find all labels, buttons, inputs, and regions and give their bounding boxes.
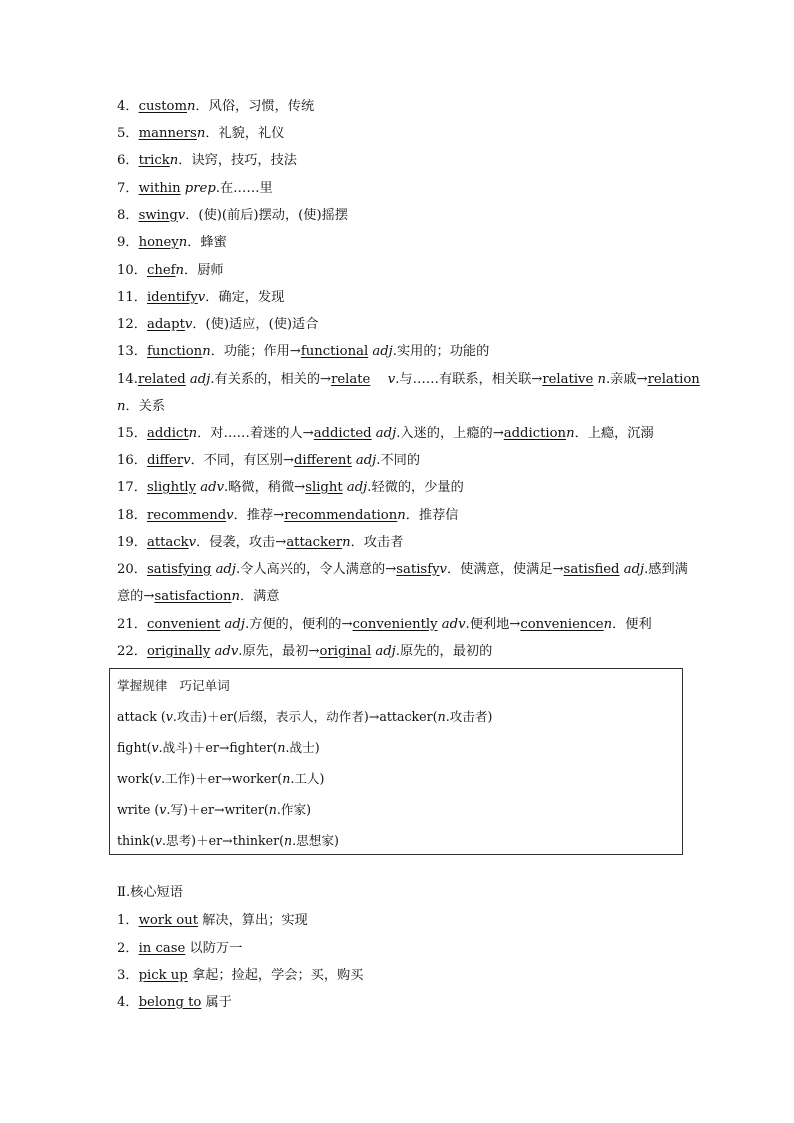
- vocab-item: [117, 507, 682, 525]
- vocab-item: [117, 479, 682, 497]
- part-of-speech: n: [178, 235, 188, 250]
- item-number: 12．: [117, 317, 147, 332]
- part-of-speech: adj: [220, 617, 245, 632]
- definition-text: .战士): [285, 740, 320, 755]
- answer-word: satisfying: [146, 562, 212, 577]
- definition-text: ．使满意，使满足→: [446, 562, 564, 577]
- definition-text: .入迷的，上瘾的→: [396, 426, 504, 441]
- definition-text: .思想家): [292, 833, 339, 848]
- part-of-speech: v: [154, 833, 162, 848]
- definition-text: .便利地→: [465, 617, 521, 632]
- answer-word: relation: [647, 372, 700, 387]
- item-number: 19．: [117, 535, 147, 550]
- definition-text: .亲戚→: [605, 372, 648, 387]
- item-number: 2．: [117, 941, 139, 956]
- part-of-speech: n: [196, 126, 206, 141]
- answer-word: recommend: [146, 508, 227, 523]
- answer-word: differ: [146, 453, 184, 468]
- definition-text: ．不同，有区别→: [190, 453, 294, 468]
- vocab-item: [117, 234, 682, 252]
- item-number: 18．: [117, 508, 147, 523]
- definition-text: ．对……着迷的人→: [197, 426, 314, 441]
- definition-text: fight(: [117, 740, 152, 755]
- answer-word: functional: [300, 344, 369, 359]
- part-of-speech: adj: [619, 562, 645, 577]
- item-number: 20．: [117, 562, 147, 577]
- answer-word: related: [137, 372, 186, 387]
- part-of-speech: v: [226, 508, 234, 523]
- item-number: 4．: [117, 995, 139, 1010]
- part-of-speech: adj: [371, 644, 396, 659]
- vocab-item: [117, 207, 682, 225]
- vocab-item: [117, 262, 682, 280]
- answer-word: addict: [146, 426, 189, 441]
- vocab-item: [117, 534, 682, 552]
- part-of-speech: v: [165, 709, 173, 724]
- item-number: 1．: [117, 913, 139, 928]
- part-of-speech: adj: [211, 562, 236, 577]
- rule-line: [117, 739, 320, 757]
- answer-word: honey: [138, 235, 179, 250]
- definition-text: work(: [117, 771, 154, 786]
- vocab-item: [117, 398, 682, 416]
- definition-text: 解决，算出；实现: [198, 913, 308, 928]
- part-of-speech: v: [184, 317, 193, 332]
- part-of-speech: n: [169, 153, 179, 168]
- answer-word: convenient: [146, 617, 221, 632]
- definition-text: ．满意: [239, 589, 280, 604]
- definition-text: .略微，稍微→: [224, 480, 306, 495]
- vocab-item: [117, 289, 682, 307]
- part-of-speech: adj: [351, 453, 377, 468]
- definition-text: .方便的，便利的→: [244, 617, 353, 632]
- part-of-speech: n: [268, 802, 277, 817]
- item-number: 21．: [117, 617, 147, 632]
- definition-text: ．攻击者: [350, 535, 404, 550]
- answer-word: conveniently: [352, 617, 438, 632]
- item-number: 14.: [117, 372, 138, 387]
- answer-word: relative: [542, 372, 594, 387]
- vocab-item: [117, 371, 700, 389]
- definition-text: .不同的: [376, 453, 421, 468]
- definition-text: ．推荐→: [233, 508, 285, 523]
- definition-text: .原先，最初→: [238, 644, 320, 659]
- definition-text: 拿起；捡起，学会；买，购买: [187, 968, 364, 983]
- answer-word: swing: [138, 208, 178, 223]
- part-of-speech: v: [188, 535, 197, 550]
- vocab-item: [117, 452, 682, 470]
- part-of-speech: adj: [371, 426, 397, 441]
- part-of-speech: n: [397, 508, 406, 523]
- answer-word: slightly: [146, 480, 197, 495]
- definition-text: ．(使)(前后)摆动，(使)摇摆: [185, 208, 348, 223]
- answer-word: custom: [138, 99, 187, 114]
- part-of-speech: n: [175, 263, 185, 278]
- definition-text: 属于: [201, 995, 232, 1010]
- definition-text: ．厨师: [184, 263, 224, 278]
- answer-word: in case: [138, 941, 186, 956]
- definition-text: .攻击)＋er(后缀，表示人，动作者)→attacker(: [172, 709, 438, 724]
- answer-word: chef: [146, 263, 176, 278]
- answer-word: attack: [146, 535, 189, 550]
- vocab-item: [117, 561, 688, 579]
- part-of-speech: n: [593, 372, 606, 387]
- definition-text: ．侵袭，攻击→: [196, 535, 287, 550]
- rule-line: [117, 801, 311, 819]
- definition-text: think(: [117, 833, 155, 848]
- definition-text: 意的→: [117, 589, 155, 604]
- answer-word: manners: [138, 126, 197, 141]
- part-of-speech: v: [153, 771, 162, 786]
- phrase-item: [117, 940, 682, 958]
- definition-text: ．上瘾，沉溺: [574, 426, 654, 441]
- item-number: 3．: [117, 968, 139, 983]
- definition-text: ．风俗，习惯，传统: [195, 99, 315, 114]
- part-of-speech: v: [183, 453, 191, 468]
- definition-text: .思考)＋er→thinker(: [161, 833, 285, 848]
- answer-word: addicted: [313, 426, 372, 441]
- definition-text: write (: [117, 802, 160, 817]
- part-of-speech: v: [151, 740, 159, 755]
- part-of-speech: adj: [368, 344, 393, 359]
- definition-text: ．功能；作用→: [210, 344, 301, 359]
- item-number: 5．: [117, 126, 139, 141]
- definition-text: .作家): [276, 802, 312, 817]
- answer-word: recommendation: [284, 508, 398, 523]
- part-of-speech: n: [117, 399, 126, 414]
- item-number: 11．: [117, 290, 147, 305]
- definition-text: ．(使)适应，(使)适合: [192, 317, 319, 332]
- definition-text: .令人高兴的，令人满意的→: [235, 562, 397, 577]
- vocab-item: [117, 98, 682, 116]
- definition-text: .工人): [290, 771, 325, 786]
- definition-text: ．蜂蜜: [187, 235, 227, 250]
- rule-box-title-a: 掌握规律: [117, 678, 168, 693]
- part-of-speech: adj: [185, 372, 211, 387]
- definition-text: .感到满: [644, 562, 688, 577]
- definition-text: ．诀窍，技巧，技法: [178, 153, 297, 168]
- definition-text: .有关系的，相关的→: [210, 372, 332, 387]
- item-number: 10．: [117, 263, 147, 278]
- definition-text: .实用的；功能的: [392, 344, 490, 359]
- answer-word: relate: [331, 372, 371, 387]
- item-number: 16．: [117, 453, 147, 468]
- answer-word: satisfaction: [154, 589, 232, 604]
- definition-text: .与……有联系，相关联→: [395, 372, 543, 387]
- vocab-item: [117, 152, 682, 170]
- part-of-speech: n: [277, 740, 286, 755]
- part-of-speech: n: [437, 709, 446, 724]
- definition-text: ．关系: [125, 399, 166, 414]
- definition-text: .原先的，最初的: [395, 644, 493, 659]
- answer-word: convenience: [520, 617, 604, 632]
- vocab-item: [117, 125, 682, 143]
- definition-text: [370, 372, 387, 387]
- rule-box-title-b: 巧记单词: [179, 678, 230, 693]
- vocab-item: [117, 588, 682, 606]
- answer-word: work out: [138, 913, 199, 928]
- answer-word: function: [146, 344, 203, 359]
- answer-word: pick up: [138, 968, 188, 983]
- definition-text: attack (: [117, 709, 166, 724]
- item-number: 4．: [117, 99, 139, 114]
- rule-box-title: [117, 677, 230, 695]
- definition-text: .写)＋er→writer(: [166, 802, 269, 817]
- definition-text: ．推荐信: [405, 508, 459, 523]
- definition-text: .攻击者): [445, 709, 493, 724]
- part-of-speech: adv: [210, 644, 239, 659]
- answer-word: original: [319, 644, 372, 659]
- part-of-speech: prep: [180, 181, 216, 196]
- definition-text: ．礼貌，礼仪: [205, 126, 285, 141]
- part-of-speech: n: [603, 617, 613, 632]
- definition-text: .战斗)＋er→fighter(: [158, 740, 278, 755]
- phrase-item: [117, 994, 682, 1012]
- item-number: 13．: [117, 344, 147, 359]
- part-of-speech: v: [177, 208, 186, 223]
- part-of-speech: adv: [196, 480, 225, 495]
- phrase-item: [117, 967, 682, 985]
- answer-word: trick: [138, 153, 170, 168]
- phrase-item: [117, 912, 682, 930]
- item-number: 7．: [117, 181, 139, 196]
- part-of-speech: n: [202, 344, 211, 359]
- definition-text: ．便利: [612, 617, 652, 632]
- part-of-speech: n: [284, 833, 293, 848]
- answer-word: slight: [305, 480, 343, 495]
- part-of-speech: n: [566, 426, 575, 441]
- part-of-speech: v: [197, 290, 206, 305]
- answer-word: satisfied: [563, 562, 620, 577]
- answer-word: satisfy: [396, 562, 440, 577]
- rule-line: [117, 708, 492, 726]
- answer-word: belong to: [138, 995, 202, 1010]
- part-of-speech: n: [342, 535, 351, 550]
- definition-text: .在……里: [215, 181, 273, 196]
- part-of-speech: v: [439, 562, 447, 577]
- answer-word: attacker: [286, 535, 343, 550]
- vocab-item: [117, 616, 682, 634]
- answer-word: adapt: [146, 317, 185, 332]
- part-of-speech: v: [159, 802, 167, 817]
- answer-word: different: [293, 453, 352, 468]
- rule-box: [109, 668, 683, 855]
- definition-text: .工作)＋er→worker(: [161, 771, 283, 786]
- answer-word: within: [138, 181, 181, 196]
- item-number: 6．: [117, 153, 139, 168]
- part-of-speech: n: [186, 99, 196, 114]
- item-number: 8．: [117, 208, 139, 223]
- definition-text: .轻微的，少量的: [367, 480, 464, 495]
- vocab-item: [117, 643, 682, 661]
- part-of-speech: n: [188, 426, 198, 441]
- item-number: 9．: [117, 235, 139, 250]
- definition-text: ．确定，发现: [205, 290, 285, 305]
- rule-line: [117, 770, 324, 788]
- answer-word: originally: [146, 644, 211, 659]
- answer-word: addiction: [503, 426, 567, 441]
- vocab-item: [117, 343, 682, 361]
- part-of-speech: adv: [437, 617, 466, 632]
- part-of-speech: n: [282, 771, 291, 786]
- definition-text: 以防万一: [185, 941, 243, 956]
- part-of-speech: n: [231, 589, 240, 604]
- vocab-item: [117, 180, 682, 198]
- phrases-heading: Ⅱ.核心短语: [117, 885, 183, 900]
- vocab-item: [117, 425, 682, 443]
- part-of-speech: adj: [342, 480, 368, 495]
- item-number: 17．: [117, 480, 147, 495]
- part-of-speech: v: [387, 372, 396, 387]
- vocab-item: [117, 316, 682, 334]
- answer-word: identify: [146, 290, 198, 305]
- rule-line: [117, 832, 339, 850]
- item-number: 15．: [117, 426, 147, 441]
- item-number: 22．: [117, 644, 147, 659]
